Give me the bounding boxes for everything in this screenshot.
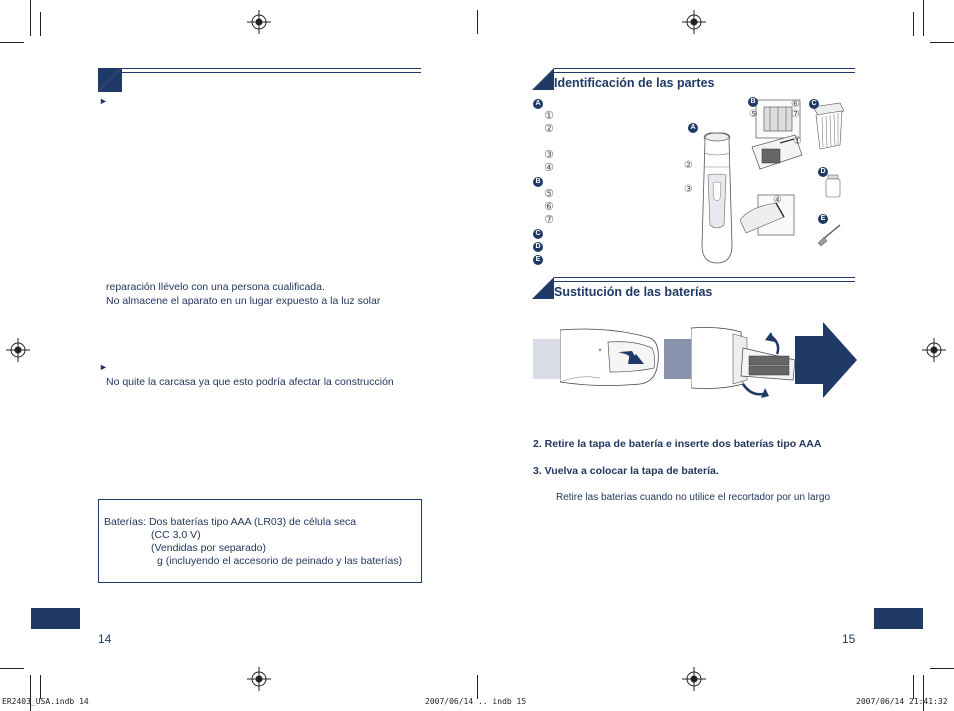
spec-weight: g (incluyendo el accesorio de peinado y las baterías) bbox=[157, 555, 403, 567]
warning-line-2: No almacene el aparato en un lugar expuesto a la luz solar bbox=[106, 295, 381, 307]
step3-next-arrow bbox=[795, 322, 857, 398]
parts-list-2: ② bbox=[544, 122, 554, 135]
step1-remove-cap-illustration bbox=[560, 322, 664, 390]
section1-title: Identificación de las partes bbox=[554, 76, 715, 90]
spec-batteries: Baterías: Dos baterías tipo AAA (LR03) de célula seca bbox=[104, 516, 357, 528]
right-page-number: 15 bbox=[842, 632, 856, 646]
bullet-marker: ► bbox=[99, 96, 108, 106]
diagram-badge-e: E bbox=[818, 214, 828, 224]
left-page-number: 14 bbox=[98, 632, 112, 646]
registration-mark-bottom-left bbox=[247, 667, 271, 691]
diagram-label-6: ⑥ bbox=[791, 99, 800, 110]
right-page-tab bbox=[874, 608, 923, 629]
section2-header-triangle bbox=[532, 277, 554, 299]
step2-color-block bbox=[664, 339, 692, 379]
diagram-label-5: ⑤ bbox=[749, 109, 758, 120]
battery-removal-note: Retire las baterías cuando no utilice el recortador por un largo bbox=[556, 492, 831, 503]
section2-rule-bottom bbox=[554, 281, 855, 282]
parts-list-badge-d: D bbox=[533, 242, 543, 252]
parts-list-5: ⑤ bbox=[544, 187, 554, 200]
registration-mark-top-left bbox=[247, 10, 271, 34]
step2-instruction: 2. Retire la tapa de batería e inserte dos baterías tipo AAA bbox=[533, 438, 822, 450]
section2-title: Sustitución de las baterías bbox=[554, 285, 713, 299]
step3-instruction: 3. Vuelva a colocar la tapa de batería. bbox=[533, 465, 719, 477]
diagram-badge-b: B bbox=[748, 97, 758, 107]
parts-list-badge-a: A bbox=[533, 99, 543, 109]
parts-list-4: ④ bbox=[544, 161, 554, 174]
left-header-rule-top bbox=[122, 68, 421, 69]
section2-rule-top bbox=[554, 277, 855, 278]
warning-line-3: No quite la carcasa ya que esto podría afectar la construcción bbox=[106, 376, 394, 388]
registration-mark-top-right bbox=[682, 10, 706, 34]
parts-list-7: ⑦ bbox=[544, 213, 554, 226]
warning-line-1: reparación llévelo con una persona cualificada. bbox=[106, 281, 325, 293]
parts-list-badge-e: E bbox=[533, 255, 543, 265]
parts-list-3: ③ bbox=[544, 148, 554, 161]
step2-insert-batteries-illustration bbox=[691, 322, 799, 400]
diagram-label-7: ⑦ bbox=[791, 109, 800, 120]
specifications-box bbox=[98, 499, 422, 583]
diagram-label-1: ① bbox=[793, 136, 802, 147]
section1-rule-bottom bbox=[554, 72, 855, 73]
parts-list-badge-b: B bbox=[533, 177, 543, 187]
bullet-marker-2: ► bbox=[99, 362, 108, 372]
parts-list-1: ① bbox=[544, 109, 554, 122]
section1-header-triangle bbox=[532, 68, 554, 90]
left-section-header-triangle bbox=[98, 68, 122, 92]
parts-list-badge-c: C bbox=[533, 229, 543, 239]
diagram-badge-a: A bbox=[688, 123, 698, 133]
spec-voltage: (CC 3,0 V) bbox=[151, 529, 201, 541]
spec-sold-separately: (Vendidas por separado) bbox=[151, 542, 266, 554]
footer-slug-left: ER2403_USA.indb 14 bbox=[2, 697, 89, 706]
footer-slug-right: 2007/06/14 21:41:32 bbox=[856, 697, 948, 706]
left-header-rule-bottom bbox=[122, 72, 421, 73]
footer-slug-middle: 2007/06/14 .. indb 15 bbox=[425, 697, 527, 706]
registration-mark-bottom-right bbox=[682, 667, 706, 691]
registration-mark-left bbox=[6, 338, 30, 362]
parts-list-6: ⑥ bbox=[544, 200, 554, 213]
diagram-label-4: ④ bbox=[773, 195, 782, 206]
registration-mark-right bbox=[922, 338, 946, 362]
diagram-label-3: ③ bbox=[684, 184, 693, 195]
step1-color-block bbox=[533, 339, 561, 379]
left-page-tab bbox=[31, 608, 80, 629]
diagram-badge-d: D bbox=[818, 167, 828, 177]
diagram-label-2: ② bbox=[684, 160, 693, 171]
diagram-badge-c: C bbox=[809, 99, 819, 109]
section1-rule-top bbox=[554, 68, 855, 69]
trimmer-parts-illustration bbox=[680, 95, 855, 270]
